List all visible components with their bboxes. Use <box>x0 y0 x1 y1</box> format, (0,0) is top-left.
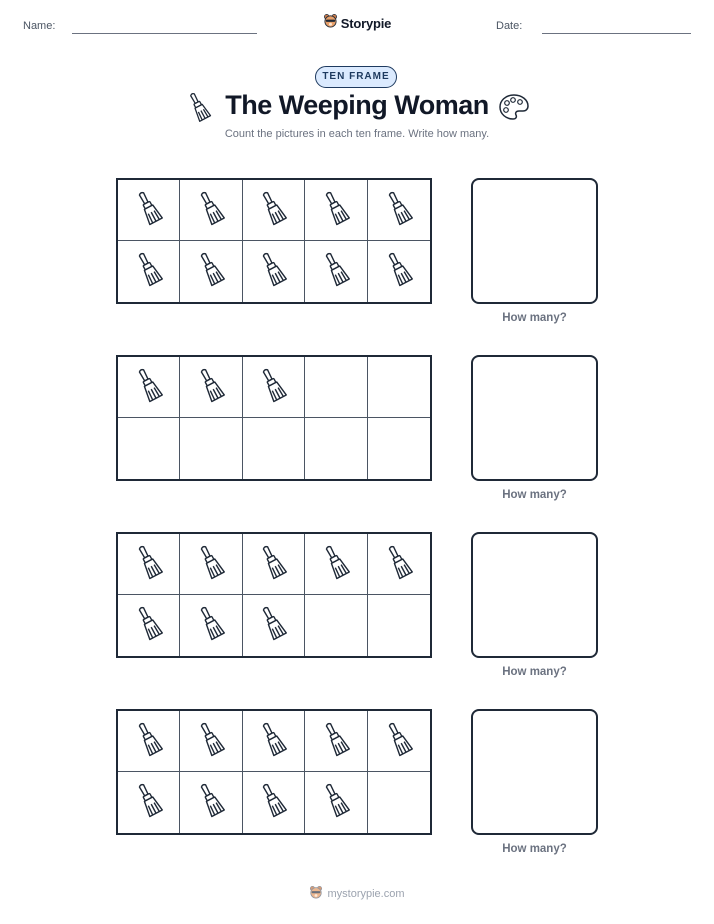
ten-frame-cell <box>368 357 430 418</box>
ten-frame-cell <box>180 711 242 772</box>
ten-frame-cell <box>368 534 430 595</box>
ten-frame-cell <box>243 534 305 595</box>
ten-frame-cell <box>305 711 367 772</box>
ten-frame-cell <box>368 418 430 479</box>
paintbrush-icon <box>196 719 226 764</box>
ten-frame-cell <box>118 418 180 479</box>
paintbrush-icon <box>134 603 164 648</box>
ten-frame-3 <box>116 532 432 658</box>
ten-frame-cell <box>243 711 305 772</box>
ten-frame-cell <box>118 180 180 241</box>
ten-frame-2 <box>116 355 432 481</box>
ten-frame-cell <box>180 595 242 656</box>
paintbrush-icon <box>134 719 164 764</box>
paintbrush-icon <box>384 249 414 294</box>
worksheet-type-badge: TEN FRAME <box>315 66 397 88</box>
answer-box-2[interactable] <box>471 355 598 481</box>
paintbrush-icon <box>134 249 164 294</box>
paintbrush-icon <box>321 542 351 587</box>
bear-mascot-icon <box>323 13 338 33</box>
ten-frame-4 <box>116 709 432 835</box>
ten-frame-cell <box>243 595 305 656</box>
paintbrush-icon <box>384 719 414 764</box>
paintbrush-icon <box>196 542 226 587</box>
paintbrush-icon <box>258 780 288 825</box>
ten-frame-cell <box>305 241 367 302</box>
date-line[interactable] <box>542 33 691 34</box>
paintbrush-icon <box>134 188 164 233</box>
instructions: Count the pictures in each ten frame. Write how many. <box>224 128 490 140</box>
paintbrush-icon <box>196 780 226 825</box>
footer <box>0 885 714 902</box>
paintbrush-icon <box>258 542 288 587</box>
how-many-label-1: How many? <box>502 312 567 324</box>
ten-frame-cell <box>305 357 367 418</box>
paintbrush-icon <box>384 542 414 587</box>
paintbrush-icon <box>196 603 226 648</box>
ten-frame-cell <box>180 180 242 241</box>
footer-url: mystorypie.com <box>327 887 405 900</box>
paintbrush-icon <box>258 719 288 764</box>
ten-frame-cell <box>118 534 180 595</box>
paintbrush-icon <box>384 188 414 233</box>
paintbrush-icon <box>258 249 288 294</box>
how-many-label-2: How many? <box>502 489 567 501</box>
ten-frame-cell <box>305 534 367 595</box>
paintbrush-icon <box>321 188 351 233</box>
ten-frame-cell <box>368 180 430 241</box>
ten-frame-cell <box>368 595 430 656</box>
ten-frame-cell <box>368 241 430 302</box>
ten-frame-cell <box>305 418 367 479</box>
ten-frame-cell <box>118 595 180 656</box>
paintbrush-icon <box>258 188 288 233</box>
bear-mascot-icon <box>309 885 323 902</box>
ten-frame-cell <box>180 241 242 302</box>
brand-name: Storypie <box>340 15 392 31</box>
paintbrush-icon <box>258 603 288 648</box>
paintbrush-icon <box>134 365 164 410</box>
palette-icon <box>498 93 530 126</box>
ten-frame-cell <box>118 711 180 772</box>
ten-frame-cell <box>305 772 367 833</box>
ten-frame-cell <box>243 357 305 418</box>
ten-frame-cell <box>180 418 242 479</box>
paintbrush-icon <box>134 542 164 587</box>
ten-frame-cell <box>243 180 305 241</box>
answer-box-4[interactable] <box>471 709 598 835</box>
date-label: Date: <box>496 20 523 32</box>
ten-frame-cell <box>243 772 305 833</box>
how-many-label-4: How many? <box>502 843 567 855</box>
name-line[interactable] <box>72 33 257 34</box>
ten-frame-cell <box>368 772 430 833</box>
ten-frame-cell <box>243 241 305 302</box>
paintbrush-icon <box>258 365 288 410</box>
ten-frame-cell <box>368 711 430 772</box>
paintbrush-icon <box>321 249 351 294</box>
ten-frame-cell <box>118 772 180 833</box>
name-label: Name: <box>23 20 56 32</box>
paintbrush-icon <box>321 719 351 764</box>
paintbrush-icon <box>134 780 164 825</box>
paintbrush-icon <box>321 780 351 825</box>
brand-logo <box>0 13 714 33</box>
paintbrush-icon <box>196 249 226 294</box>
answer-box-1[interactable] <box>471 178 598 304</box>
ten-frame-cell <box>243 418 305 479</box>
ten-frame-cell <box>180 357 242 418</box>
paintbrush-icon <box>196 365 226 410</box>
ten-frame-cell <box>305 180 367 241</box>
ten-frame-cell <box>118 241 180 302</box>
ten-frame-cell <box>305 595 367 656</box>
page-title: The Weeping Woman <box>225 90 489 120</box>
ten-frame-1 <box>116 178 432 304</box>
paintbrush-icon <box>196 188 226 233</box>
ten-frame-cell <box>180 772 242 833</box>
ten-frame-cell <box>118 357 180 418</box>
how-many-label-3: How many? <box>502 666 567 678</box>
ten-frame-cell <box>180 534 242 595</box>
answer-box-3[interactable] <box>471 532 598 658</box>
